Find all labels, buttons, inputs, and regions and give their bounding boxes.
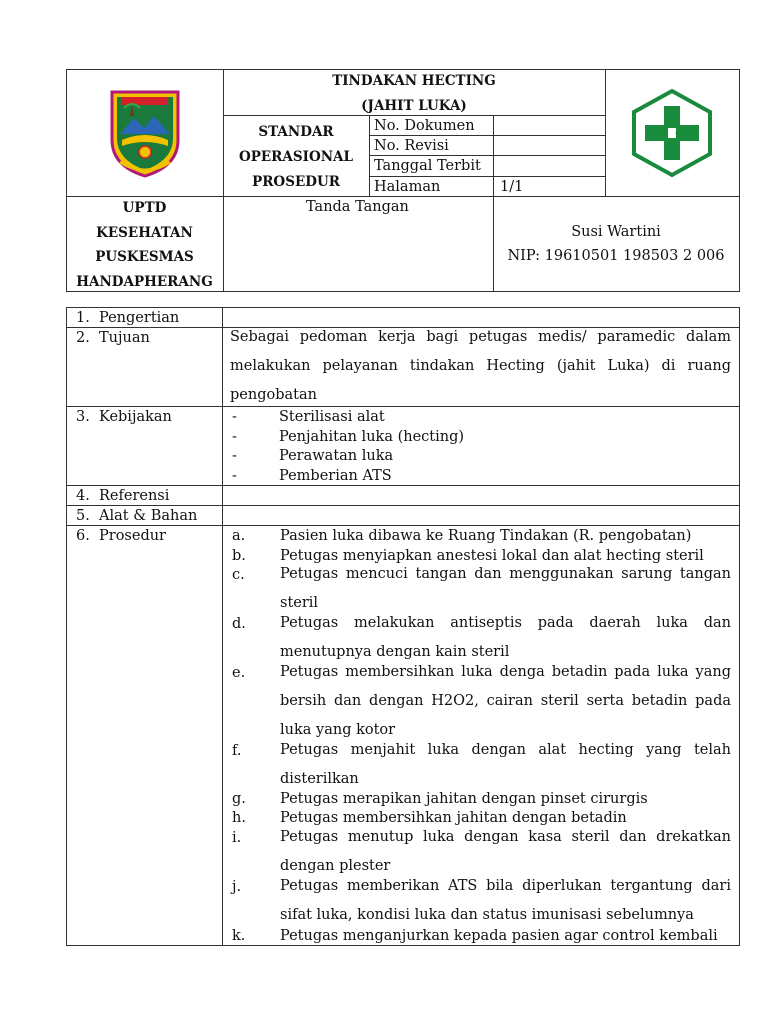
sop-label-1: STANDAR bbox=[258, 124, 334, 140]
section-label-pengertian: Pengertian bbox=[99, 310, 180, 326]
prosedur-marker: h. bbox=[232, 810, 246, 826]
section-num-6: 6. bbox=[76, 528, 90, 544]
section-num-4: 4. bbox=[76, 488, 90, 504]
kebijakan-marker: - bbox=[232, 448, 237, 464]
sop-label-3: PROSEDUR bbox=[252, 174, 340, 190]
org-name-4: HANDAPHERANG bbox=[76, 274, 213, 290]
field-label-tanggal-terbit: Tanggal Terbit bbox=[374, 158, 481, 174]
kebijakan-item: Penjahitan luka (hecting) bbox=[279, 429, 465, 445]
kebijakan-item: Sterilisasi alat bbox=[279, 409, 385, 425]
section-num-1: 1. bbox=[76, 310, 90, 326]
kebijakan-marker: - bbox=[232, 468, 237, 484]
district-logo bbox=[108, 88, 182, 178]
document-title: TINDAKAN HECTING bbox=[332, 73, 496, 89]
document-subtitle: (JAHIT LUKA) bbox=[361, 98, 467, 114]
prosedur-marker: i. bbox=[232, 830, 242, 846]
kebijakan-item: Perawatan luka bbox=[279, 448, 394, 464]
org-name-2: KESEHATAN bbox=[96, 225, 193, 241]
prosedur-item: Petugas menganjurkan kepada pasien agar control kembali bbox=[280, 928, 718, 944]
prosedur-item: Petugas melakukan antiseptis pada daerah luka dan menutupnya dengan kain steril bbox=[280, 615, 731, 660]
prosedur-item: Petugas merapikan jahitan dengan pinset cirurgis bbox=[280, 791, 648, 807]
prosedur-marker: g. bbox=[232, 791, 246, 807]
section-label-tujuan: Tujuan bbox=[99, 330, 150, 346]
org-name-1: UPTD bbox=[122, 200, 167, 216]
section-label-prosedur: Prosedur bbox=[99, 528, 166, 544]
prosedur-item: Petugas menjahit luka dengan alat hecting yang telah disterilkan bbox=[280, 742, 731, 787]
field-label-no-revisi: No. Revisi bbox=[374, 138, 449, 154]
kebijakan-marker: - bbox=[232, 429, 237, 445]
puskesmas-logo bbox=[630, 88, 714, 178]
tujuan-text: Sebagai pedoman kerja bagi petugas medis/ paramedic dalam melakukan pelayanan tindakan Hecting (jahit Luka) di ruang pengobatan bbox=[230, 329, 731, 403]
signer-nip: NIP: 19610501 198503 2 006 bbox=[507, 248, 725, 264]
prosedur-marker: f. bbox=[232, 743, 242, 759]
prosedur-item: Pasien luka dibawa ke Ruang Tindakan (R. pengobatan) bbox=[280, 528, 692, 544]
signature-label: Tanda Tangan bbox=[306, 199, 409, 215]
prosedur-item: Petugas membersihkan luka denga betadin pada luka yang bersih dan dengan H2O2, cairan steril serta betadin pada luka yang kotor bbox=[280, 664, 731, 738]
prosedur-marker: k. bbox=[232, 928, 246, 944]
prosedur-item: Petugas menutup luka dengan kasa steril dan drekatkan dengan plester bbox=[280, 829, 731, 874]
prosedur-marker: e. bbox=[232, 665, 246, 681]
org-name-3: PUSKESMAS bbox=[95, 249, 194, 265]
prosedur-marker: b. bbox=[232, 548, 246, 564]
section-label-alat-bahan: Alat & Bahan bbox=[99, 508, 198, 524]
section-num-2: 2. bbox=[76, 330, 90, 346]
prosedur-item: Petugas memberikan ATS bila diperlukan tergantung dari sifat luka, kondisi luka dan status imunisasi sebelumnya bbox=[280, 878, 731, 923]
prosedur-marker: a. bbox=[232, 528, 246, 544]
kebijakan-item: Pemberian ATS bbox=[279, 468, 392, 484]
section-label-referensi: Referensi bbox=[99, 488, 170, 504]
sop-label-2: OPERASIONAL bbox=[238, 149, 354, 165]
prosedur-item: Petugas menyiapkan anestesi lokal dan alat hecting steril bbox=[280, 548, 704, 564]
field-label-halaman: Halaman bbox=[374, 179, 441, 195]
prosedur-marker: c. bbox=[232, 567, 245, 583]
kebijakan-marker: - bbox=[232, 409, 237, 425]
signer-name: Susi Wartini bbox=[571, 224, 661, 240]
prosedur-marker: j. bbox=[232, 879, 242, 895]
field-label-no-dokumen: No. Dokumen bbox=[374, 118, 475, 134]
field-value-halaman: 1/1 bbox=[500, 179, 524, 195]
section-num-3: 3. bbox=[76, 409, 90, 425]
prosedur-marker: d. bbox=[232, 616, 246, 632]
section-num-5: 5. bbox=[76, 508, 90, 524]
prosedur-item: Petugas membersihkan jahitan dengan betadin bbox=[280, 810, 627, 826]
prosedur-item: Petugas mencuci tangan dan menggunakan sarung tangan steril bbox=[280, 566, 731, 611]
section-label-kebijakan: Kebijakan bbox=[99, 409, 172, 425]
